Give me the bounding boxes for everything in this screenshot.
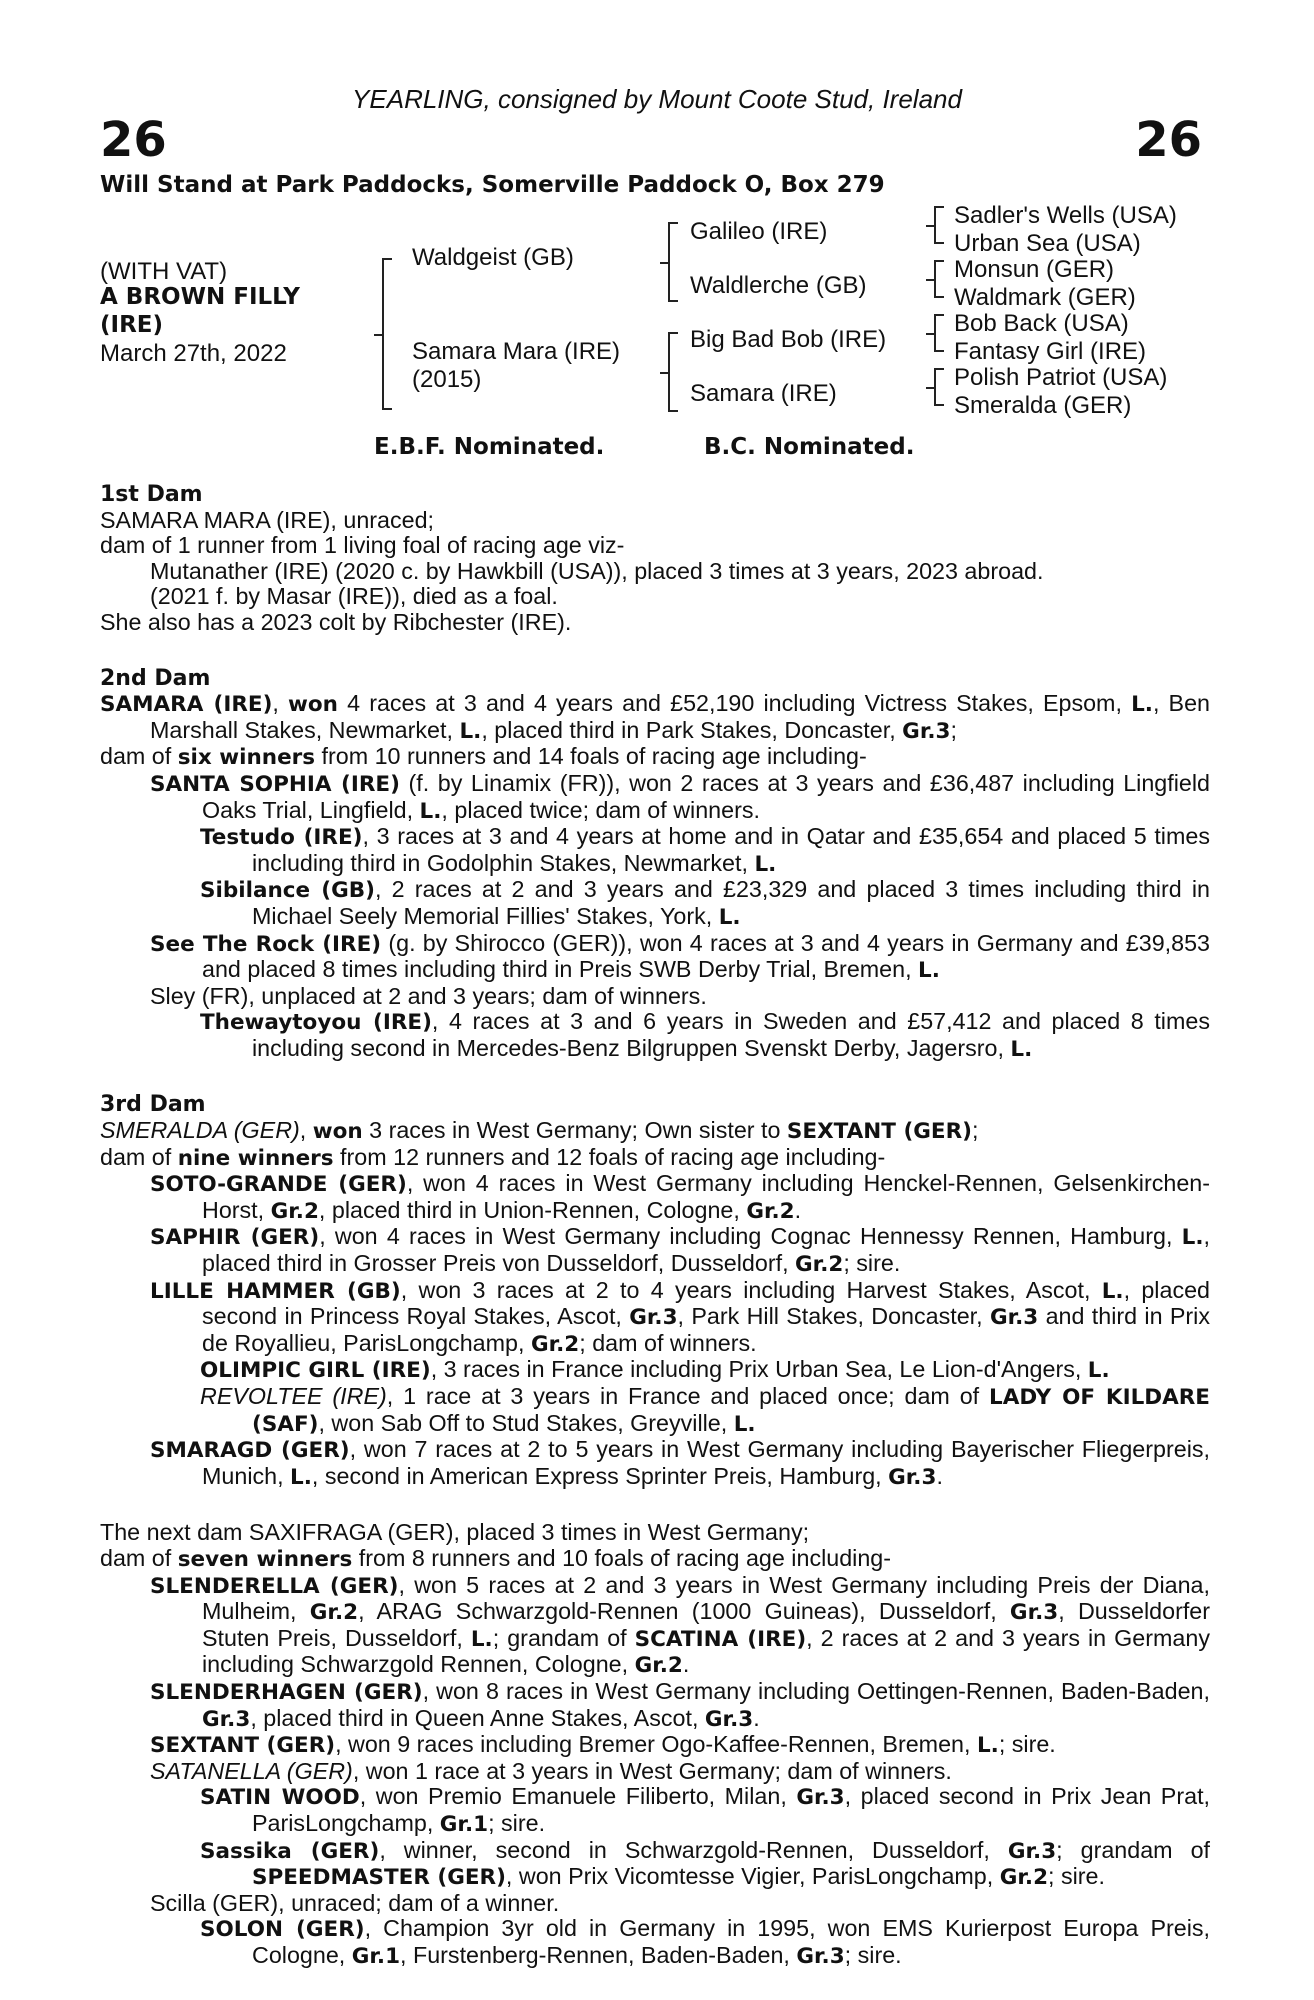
- stand-location: Will Stand at Park Paddocks, Somerville Paddock O, Box 279: [100, 172, 885, 198]
- pedigree-brace-ss: [934, 206, 944, 244]
- bc-nominated: B.C. Nominated.: [704, 434, 915, 460]
- horse-description-2: (IRE): [100, 312, 164, 338]
- next-dam-produce-summary: dam of seven winners from 8 runners and 10 foals of racing age including-: [100, 1544, 892, 1572]
- lot-number-left: 26: [100, 112, 167, 168]
- dam-year: (2015): [412, 366, 482, 393]
- sire-sire: Galileo (IRE): [690, 218, 828, 245]
- first-dam-line: She also has a 2023 colt by Ribchester (IRE).: [100, 608, 572, 635]
- dam-sire: Big Bad Bob (IRE): [690, 326, 887, 353]
- produce-entry: REVOLTEE (IRE), 1 race at 3 years in France and placed once; dam of LADY OF KILDARE (SAF), won Sab Off to Stud Stakes, Greyville, L.: [200, 1383, 1210, 1437]
- produce-entry: SLENDERHAGEN (GER), won 8 races in West Germany including Oettingen-Rennen, Baden-Baden, Gr.3, placed third in Queen Anne Stakes, Ascot, Gr.3.: [150, 1677, 1210, 1732]
- produce-entry: LILLE HAMMER (GB), won 3 races at 2 to 4 years including Harvest Stakes, Ascot, L., placed second in Princess Royal Stakes, Ascot, Gr.3, Park Hill Stakes, Doncaster, Gr.3 and third in Prix de Royallieu, ParisLongchamp, Gr.2; dam of winners.: [150, 1276, 1211, 1357]
- sd-sire: Monsun (GER): [954, 256, 1115, 283]
- sd-dam: Waldmark (GER): [954, 284, 1136, 311]
- produce-entry: SAPHIR (GER), won 4 races in West Germany including Cognac Hennessy Rennen, Hamburg, L., placed third in Grosser Preis von Dusseldorf, Dusseldorf, Gr.2; sire.: [150, 1223, 1210, 1278]
- second-dam-produce-summary: dam of six winners from 10 runners and 14 foals of racing age including-: [100, 743, 867, 771]
- second-dam-heading: 2nd Dam: [100, 665, 211, 691]
- dam-name: Samara Mara (IRE): [412, 338, 621, 365]
- lot-number-right: 26: [1135, 112, 1202, 168]
- first-dam-line: (2021 f. by Masar (IRE)), died as a foal.: [150, 583, 558, 610]
- sire-name: Waldgeist (GB): [412, 244, 574, 271]
- consignment-line: YEARLING, consigned by Mount Coote Stud, Ireland: [352, 84, 962, 114]
- ebf-nominated: E.B.F. Nominated.: [374, 434, 605, 460]
- ds-dam: Fantasy Girl (IRE): [954, 338, 1147, 365]
- ss-sire: Sadler's Wells (USA): [954, 202, 1177, 229]
- first-dam-line: dam of 1 runner from 1 living foal of racing age viz-: [100, 532, 625, 559]
- dam-dam: Samara (IRE): [690, 380, 837, 407]
- pedigree-brace-dam: [668, 332, 678, 412]
- produce-entry: Sibilance (GB), 2 races at 2 and 3 years and £23,329 and placed 3 times including third in Michael Seely Memorial Fillies' Stakes, York, L.: [200, 876, 1210, 930]
- first-dam-line: SAMARA MARA (IRE), unraced;: [100, 506, 435, 533]
- produce-entry: OLIMPIC GIRL (IRE), 3 races in France including Prix Urban Sea, Le Lion-d'Angers, L.: [200, 1356, 1110, 1384]
- dd-sire: Polish Patriot (USA): [954, 364, 1168, 391]
- ss-dam: Urban Sea (USA): [954, 230, 1141, 257]
- produce-entry: SOTO-GRANDE (GER), won 4 races in West Germany including Henckel-Rennen, Gelsenkirchen-Horst, Gr.2, placed third in Union-Rennen, Cologne, Gr.2.: [150, 1170, 1210, 1224]
- produce-entry: Testudo (IRE), 3 races at 3 and 4 years at home and in Qatar and £35,654 and placed 5 times including third in Godolphin Stakes, Newmarket, L.: [200, 823, 1210, 877]
- pedigree-brace-dd: [934, 368, 944, 406]
- third-dam-heading: 3rd Dam: [100, 1092, 206, 1118]
- next-dam-entry: The next dam SAXIFRAGA (GER), placed 3 times in West Germany;: [100, 1519, 810, 1546]
- produce-entry: SATIN WOOD, won Premio Emanuele Filiberto, Milan, Gr.3, placed second in Prix Jean Prat, ParisLongchamp, Gr.1; sire.: [200, 1783, 1211, 1837]
- produce-entry: Sley (FR), unplaced at 2 and 3 years; dam of winners.: [150, 982, 707, 1009]
- sire-dam: Waldlerche (GB): [690, 272, 867, 299]
- third-dam-entry: SMERALDA (GER), won 3 races in West Germany; Own sister to SEXTANT (GER);: [100, 1117, 979, 1145]
- pedigree-brace-main: [382, 258, 392, 410]
- pedigree-brace-sire: [668, 222, 678, 302]
- second-dam-entry: SAMARA (IRE), won 4 races at 3 and 4 years and £52,190 including Victress Stakes, Epsom, L., Ben Marshall Stakes, Newmarket, L., placed third in Park Stakes, Doncaster, Gr.3;: [100, 690, 1210, 744]
- first-dam-line: Mutanather (IRE) (2020 c. by Hawkbill (USA)), placed 3 times at 3 years, 2023 abroad.: [150, 557, 1044, 584]
- produce-entry: Thewaytoyou (IRE), 4 races at 3 and 6 years in Sweden and £57,412 and placed 8 times including second in Mercedes-Benz Bilgruppen Svenskt Derby, Jagersro, L.: [200, 1008, 1210, 1062]
- horse-description-1: A BROWN FILLY: [100, 284, 300, 310]
- first-dam-heading: 1st Dam: [100, 482, 203, 507]
- dd-dam: Smeralda (GER): [954, 392, 1132, 419]
- produce-entry: SMARAGD (GER), won 7 races at 2 to 5 years in West Germany including Bayerischer Fliegerpreis, Munich, L., second in American Express Sprinter Preis, Hamburg, Gr.3.: [150, 1436, 1210, 1490]
- pedigree-brace-ds: [934, 314, 944, 352]
- produce-entry: SEXTANT (GER), won 9 races including Bremer Ogo-Kaffee-Rennen, Bremen, L.; sire.: [150, 1731, 1056, 1759]
- produce-entry: See The Rock (IRE) (g. by Shirocco (GER)), won 4 races at 3 and 4 years in Germany and £39,853 and placed 8 times including third in Preis SWB Derby Trial, Bremen, L.: [150, 929, 1211, 984]
- produce-entry: SOLON (GER), Champion 3yr old in Germany in 1995, won EMS Kurierpost Europa Preis, Cologne, Gr.1, Furstenberg-Rennen, Baden-Baden, Gr.3; sire.: [200, 1915, 1210, 1969]
- produce-entry: SANTA SOPHIA (IRE) (f. by Linamix (FR)), won 2 races at 3 years and £36,487 including Lingfield Oaks Trial, Lingfield, L., placed twice; dam of winners.: [150, 769, 1210, 824]
- produce-entry: Sassika (GER), winner, second in Schwarzgold-Rennen, Dusseldorf, Gr.3; grandam of SPEEDMASTER (GER), won Prix Vicomtesse Vigier, ParisLongchamp, Gr.2; sire.: [200, 1836, 1211, 1891]
- pedigree-brace-sd: [934, 260, 944, 298]
- vat-label: (WITH VAT): [100, 258, 228, 285]
- produce-record: [100, 482, 1210, 1969]
- produce-entry: Scilla (GER), unraced; dam of a winner.: [150, 1889, 560, 1916]
- produce-entry: SLENDERELLA (GER), won 5 races at 2 and 3 years in West Germany including Preis der Diana, Mulheim, Gr.2, ARAG Schwarzgold-Rennen (1000 Guineas), Dusseldorf, Gr.3, Dusseldorfer Stuten Preis, Dusseldorf, L.; grandam of SCATINA (IRE), 2 races at 2 and 3 years in Germany including Schwarzgold Rennen, Cologne, Gr.2.: [150, 1571, 1211, 1679]
- third-dam-produce-summary: dam of nine winners from 12 runners and 12 foals of racing age including-: [100, 1143, 886, 1171]
- foaling-date: March 27th, 2022: [100, 340, 287, 367]
- ds-sire: Bob Back (USA): [954, 310, 1129, 337]
- produce-entry: SATANELLA (GER), won 1 race at 3 years in West Germany; dam of winners.: [150, 1757, 952, 1784]
